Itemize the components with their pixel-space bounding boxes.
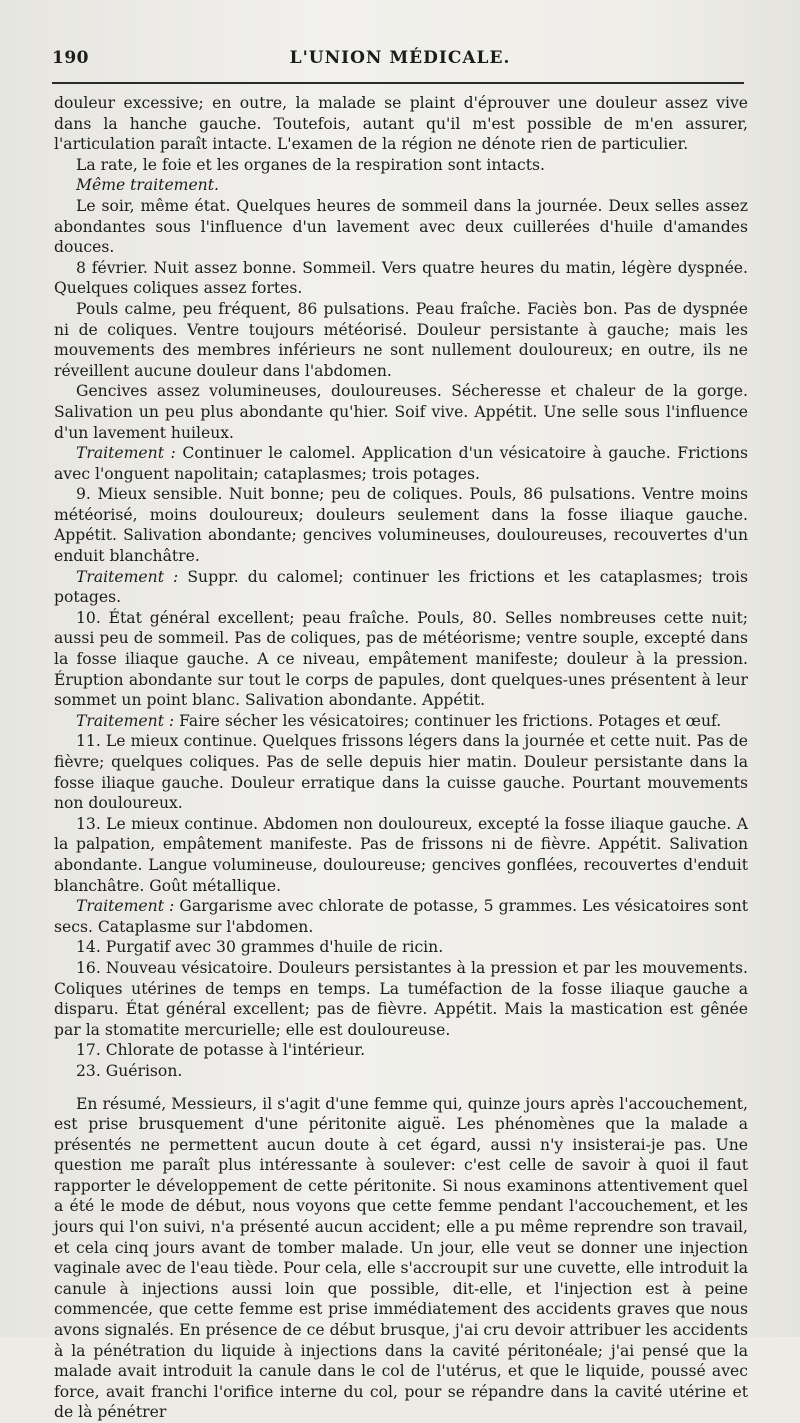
paragraph-text: 13. Le mieux continue. Abdomen non douloureux, excepté la fosse iliaque gauche. A la palpation, empâtement manifeste. Pas de frissons ni de fièvre. Appétit. Salivation abondante. Langue volumineuse, douloureuse; gencives gonflées, recouvertes d'enduit blanchâtre. Goût métallique. — [54, 815, 748, 895]
header-rule — [52, 82, 744, 84]
paragraph-label: Même traitement. — [76, 176, 219, 194]
page-header — [52, 48, 748, 72]
paragraph-text: En résumé, Messieurs, il s'agit d'une femme qui, quinze jours après l'accouchement, est prise brusquement d'une péritonite aiguë. Les phénomènes que la malade a présentés ne permettent aucun doute à cet égard, aussi n'y insisterai-je pas. Une question me paraît plus intéressante à soulever: c'est celle de savoir à quoi il faut rapporter le développement de cette péritonite. Si nous examinons attentivement quel a été le mode de début, nous voyons que cette femme pendant l'accouchement, et les jours qui l'on suivi, n'a présenté aucun accident; elle a pu même reprendre son travail, et cela cinq jours avant de tomber malade. Un jour, elle veut se donner une injection vaginale avec de l'eau tiède. Pour cela, elle s'accroupit sur une cuvette, elle introduit la canule à injections aussi loin que possible, dit-elle, et l'injection est à peine commencée, que cette femme est prise immédiatement des accidents graves que nous avons signalés. En présence de ce début brusque, j'ai cru devoir attribuer les accidents à la pénétration du liquide à injections dans la cavité péritonéale; j'ai pensé que la malade avait introduit la canule dans le col de l'utérus, et que le liquide, poussé avec force, avait franchi l'orifice interne du col, pour se répandre dans la cavité utérine et de là pénétrer — [54, 1095, 748, 1422]
paragraph — [54, 567, 748, 608]
paragraph-text: 9. Mieux sensible. Nuit bonne; peu de coliques. Pouls, 86 pulsations. Ventre moins météorisé, moins douloureux; douleurs seulement dans la fosse iliaque gauche. Appétit. Salivation abondante; gencives volumineuses, douloureuses, recouvertes d'un enduit blanchâtre. — [54, 485, 748, 565]
paragraph-text: Le soir, même état. Quelques heures de sommeil dans la journée. Deux selles assez abondantes sous l'influence d'un lavement avec deux cuillerées d'huile d'amandes douces. — [54, 197, 748, 256]
paragraph — [54, 196, 748, 258]
paragraph-text: Gencives assez volumineuses, douloureuses. Sécheresse et chaleur de la gorge. Salivation un peu plus abondante qu'hier. Soif vive. Appétit. Une selle sous l'influence d'un lavement huileux. — [54, 382, 748, 441]
paragraph-text: Continuer le calomel. Application d'un vésicatoire à gauche. Frictions avec l'onguent napolitain; cataplasmes; trois potages. — [54, 444, 748, 483]
paragraph-label: Traitement : — [76, 444, 176, 462]
paragraph-label: Traitement : — [76, 712, 174, 730]
paragraph-text: 17. Chlorate de potasse à l'intérieur. — [76, 1041, 365, 1059]
paragraph — [54, 937, 748, 958]
paragraph-text: 8 février. Nuit assez bonne. Sommeil. Vers quatre heures du matin, légère dyspnée. Quelques coliques assez fortes. — [54, 259, 748, 298]
paragraph-text: 23. Guérison. — [76, 1062, 182, 1080]
paragraph-text: La rate, le foie et les organes de la respiration sont intacts. — [76, 156, 545, 174]
running-title: L'UNION MÉDICALE. — [52, 48, 748, 68]
paragraph-text: Faire sécher les vésicatoires; continuer les frictions. Potages et œuf. — [179, 712, 721, 730]
paragraph-text: 14. Purgatif avec 30 grammes d'huile de ricin. — [76, 938, 443, 956]
paragraph — [54, 1094, 748, 1423]
paragraph-text: 10. État général excellent; peau fraîche. Pouls, 80. Selles nombreuses cette nuit; aussi peu de sommeil. Pas de coliques, pas de météorisme; ventre souple, excepté dans la fosse iliaque gauche. A ce niveau, empâtement manifeste; douleur à la pression. Éruption abondante sur tout le corps de papules, dont quelques-unes présentent à leur sommet un point blanc. Salivation abondante. Appétit. — [54, 609, 748, 709]
paragraph — [54, 484, 748, 566]
paragraph — [54, 1061, 748, 1082]
paragraph — [54, 155, 748, 176]
paragraph — [54, 381, 748, 443]
paragraph-text: 16. Nouveau vésicatoire. Douleurs persistantes à la pression et par les mouvements. Coliques utérines de temps en temps. La tuméfaction de la fosse iliaque gauche a disparu. État général excellent; pas de fièvre. Appétit. Mais la mastication est gênée par la stomatite mercurielle; elle est douloureuse. — [54, 959, 748, 1039]
page-number: 190 — [52, 48, 89, 68]
paragraph-text: Pouls calme, peu fréquent, 86 pulsations. Peau fraîche. Faciès bon. Pas de dyspnée ni de coliques. Ventre toujours météorisé. Douleur persistante à gauche; mais les mouvements des membres inférieurs ne sont nullement douloureux; en outre, ils ne réveillent aucune douleur dans l'abdomen. — [54, 300, 748, 380]
paragraph-text: Gargarisme avec chlorate de potasse, 5 grammes. Les vésicatoires sont secs. Cataplasme sur l'abdomen. — [54, 897, 748, 936]
paragraph — [54, 1040, 748, 1061]
body-text — [54, 93, 748, 1423]
paragraph — [54, 443, 748, 484]
paragraph — [54, 299, 748, 381]
paragraph — [54, 93, 748, 155]
paragraph — [54, 711, 748, 732]
paragraph-label: Traitement : — [76, 897, 174, 915]
paragraph-text: Suppr. du calomel; continuer les frictions et les cataplasmes; trois potages. — [54, 568, 748, 607]
paragraph-label: Traitement : — [76, 568, 178, 586]
paragraph — [54, 814, 748, 896]
paragraph-gap — [54, 1082, 748, 1094]
paragraph — [54, 608, 748, 711]
paragraph — [54, 896, 748, 937]
paragraph-text: douleur excessive; en outre, la malade se plaint d'éprouver une douleur assez vive dans la hanche gauche. Toutefois, autant qu'il m'est possible de m'en assurer, l'articulation paraît intacte. L'examen de la région ne dénote rien de particulier. — [54, 94, 748, 153]
paragraph — [54, 175, 748, 196]
paragraph — [54, 258, 748, 299]
paragraph — [54, 958, 748, 1040]
paragraph-text: 11. Le mieux continue. Quelques frissons légers dans la journée et cette nuit. Pas de fièvre; quelques coliques. Pas de selle depuis hier matin. Douleur persistante dans la fosse iliaque gauche. Douleur erratique dans la cuisse gauche. Pourtant mouvements non douloureux. — [54, 732, 748, 812]
paragraph — [54, 731, 748, 813]
